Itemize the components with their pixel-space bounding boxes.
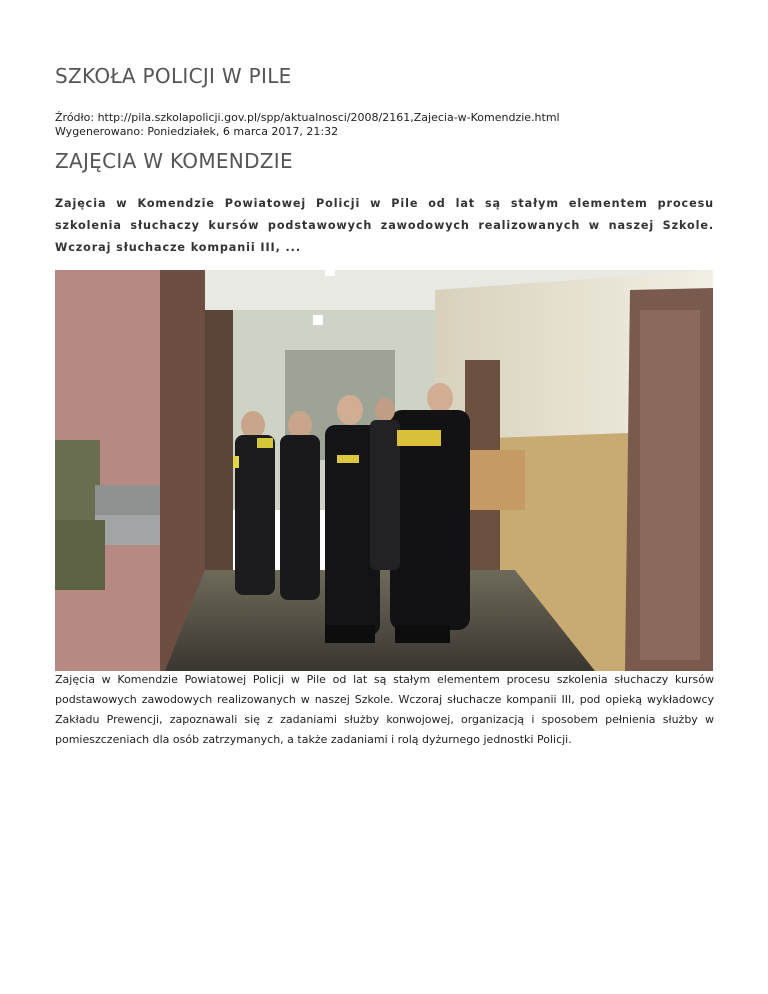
source-line: Źródło: http://pila.szkolapolicji.gov.pl/spp/aktualnosci/2008/2161,Zajecia-w-Komendzie.html bbox=[55, 111, 560, 124]
article-photo bbox=[55, 270, 713, 671]
site-title: SZKOŁA POLICJI W PILE bbox=[55, 64, 292, 88]
article-body: Zajęcia w Komendzie Powiatowej Policji w Pile od lat są stałym elementem procesu szkolenia słuchaczy kursów podstawowych zawodowych realizowanych w naszej Szkole. Wczoraj słuchacze kompanii III, pod opieką wykładowcy Zakładu Prewencji, zapoznawali się z zadaniami służby konwojowej, organizacją i sposobem pełnienia służby w pomieszczeniach dla osób zatrzymanych, a także zadaniami i rolą dyżurnego jednostki Policji. bbox=[55, 673, 714, 746]
generated-line: Wygenerowano: Poniedziałek, 6 marca 2017, 21:32 bbox=[55, 125, 339, 138]
article-lead: Zajęcia w Komendzie Powiatowej Policji w Pile od lat są stałym elementem procesu szkolenia słuchaczy kursów podstawowych zawodowych realizowanych w naszej Szkole. Wczoraj słuchacze kompanii III, ... bbox=[55, 197, 714, 254]
meta-info bbox=[55, 111, 560, 139]
article-title: ZAJĘCIA W KOMENDZIE bbox=[55, 149, 293, 173]
